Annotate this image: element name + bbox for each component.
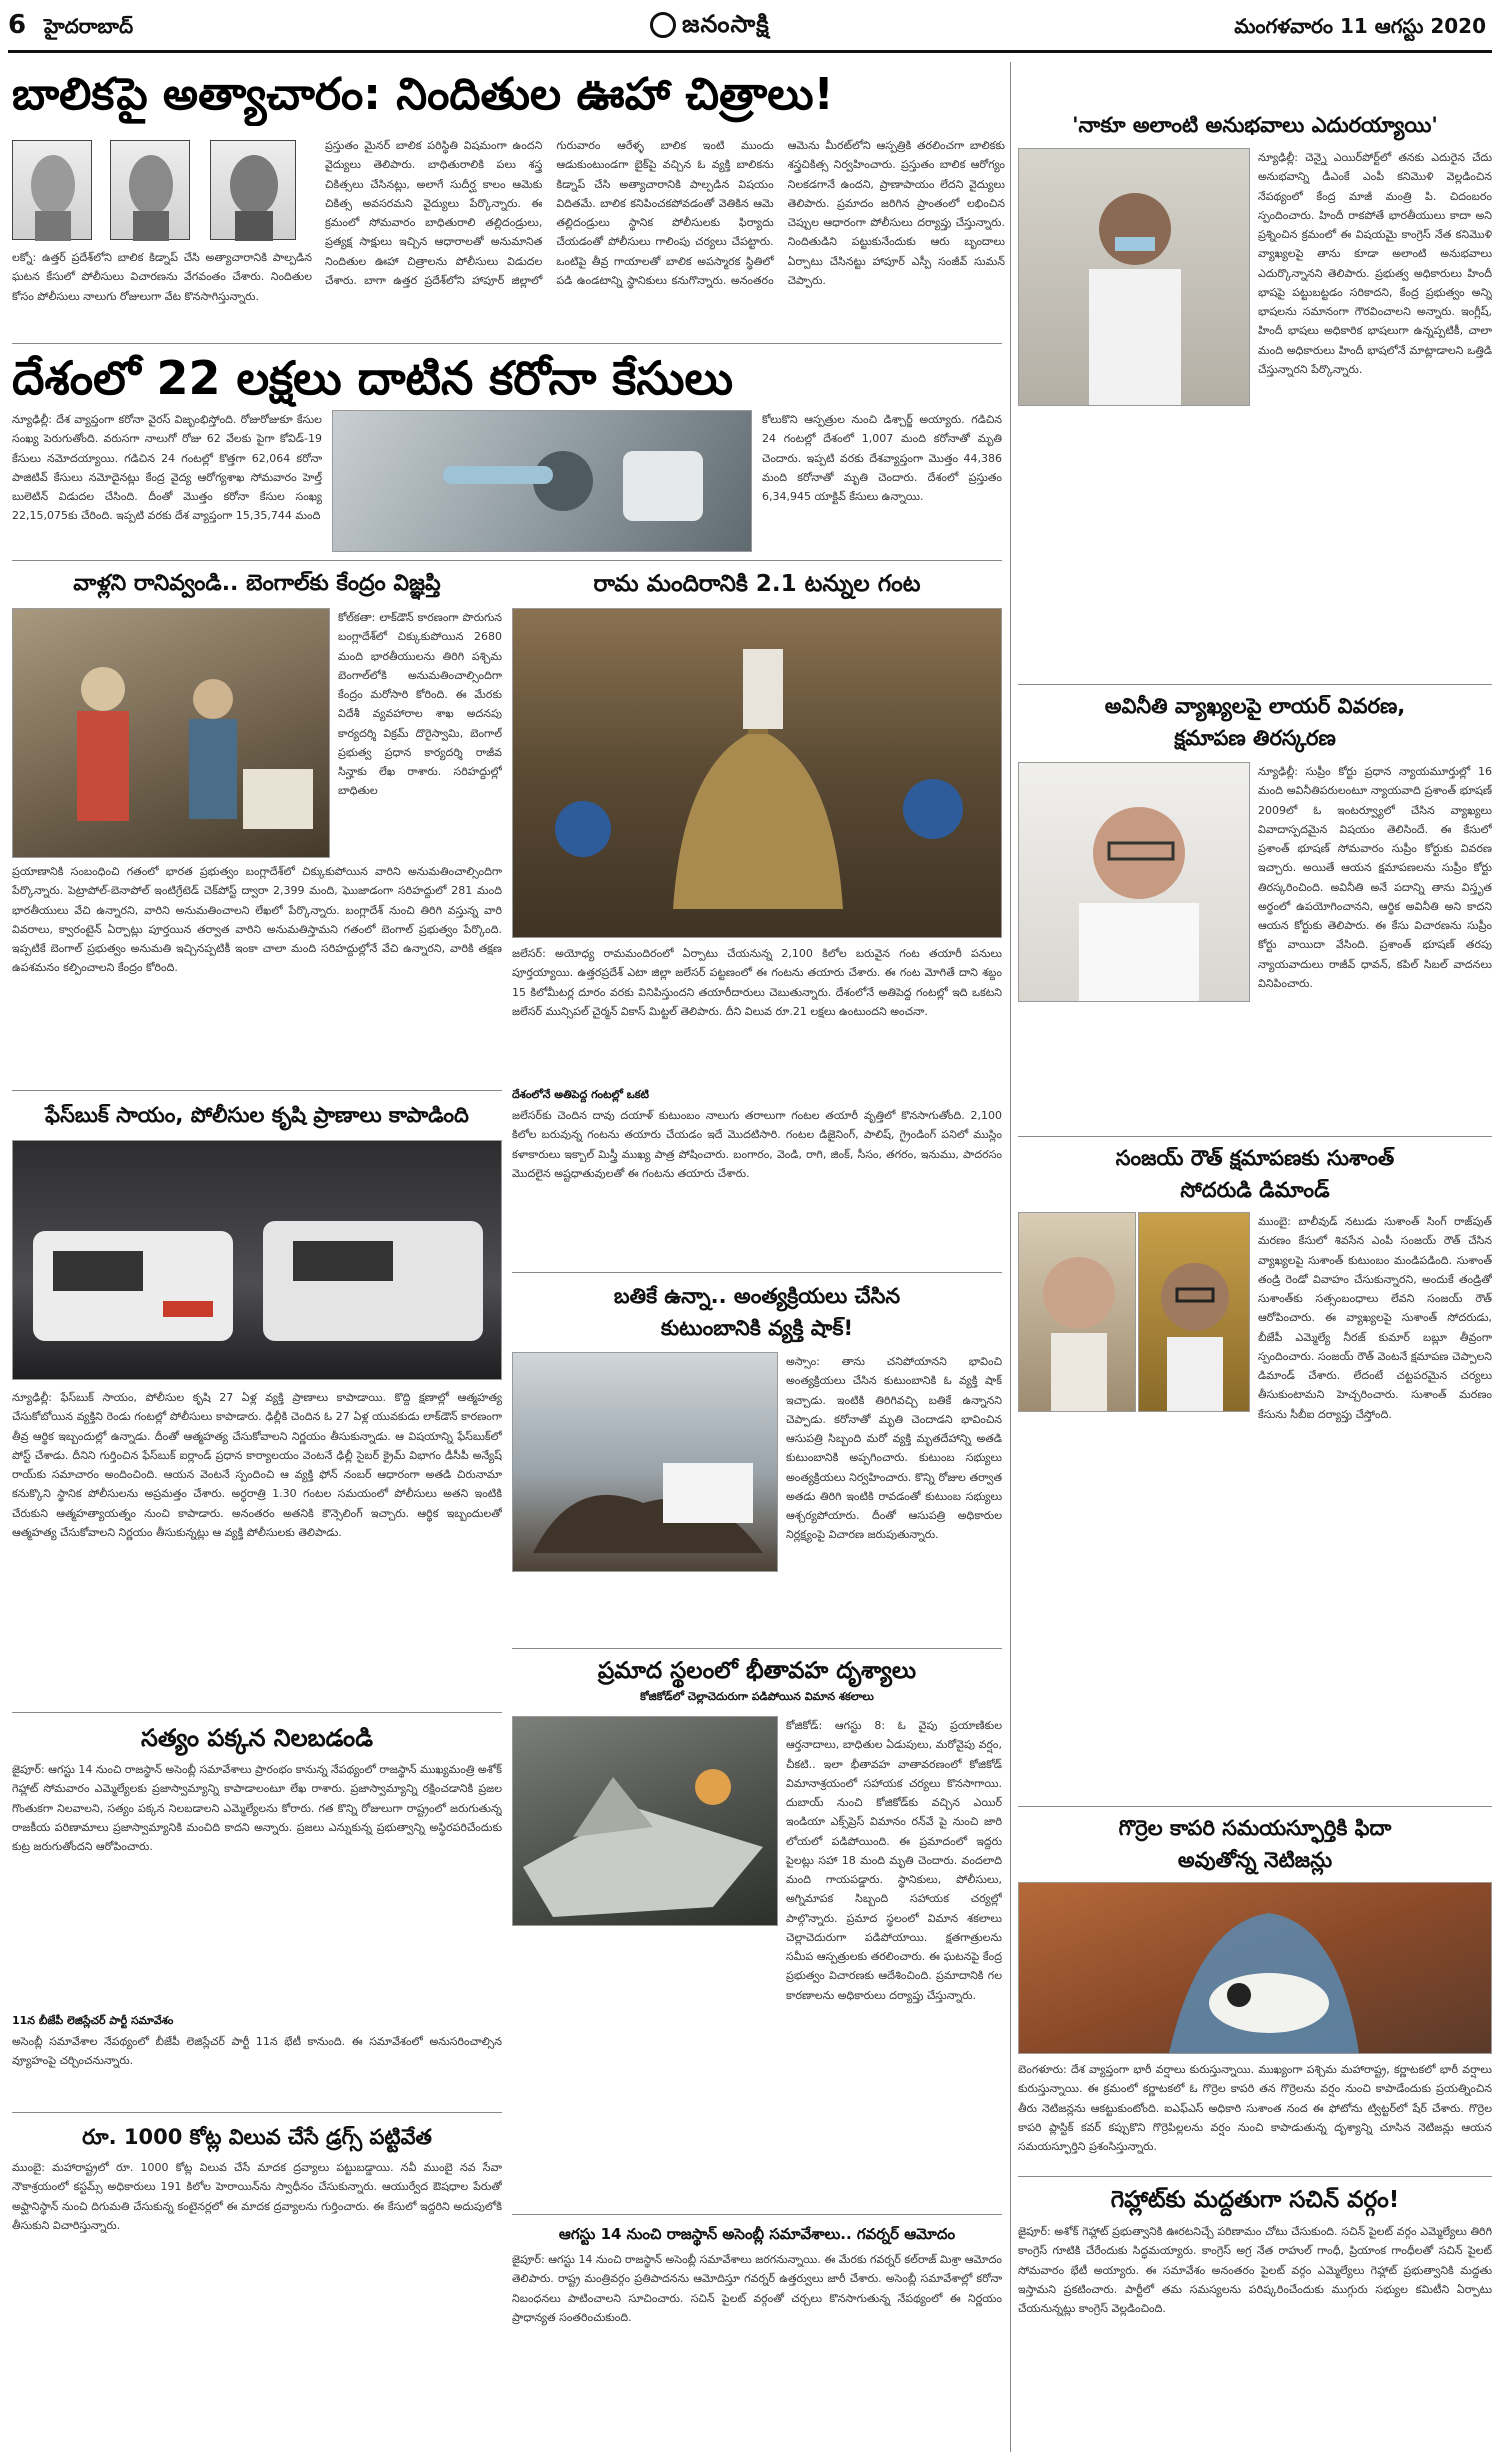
plane-crash-photo [512, 1716, 778, 1926]
masthead [0, 0, 1500, 54]
sanjay-raut-photo [1138, 1212, 1250, 1412]
divider [1018, 2176, 1492, 2177]
issue-date: మంగళవారం 11 ఆగస్టు 2020 [1234, 14, 1486, 38]
girl-assault-intro: లక్నో: ఉత్తర్ ప్రదేశ్‌లోని బాలిక కిడ్నాప్ చేసి అత్యాచారానికి పాల్పడిన ఘటన కేసులో పోలీసులు విచారణను వేగవంతం చేశారు. నిందితుల కోసం పోలీసులు నాలుగు రోజులుగా వేట కొనసాగిస్తున్నారు. [12, 251, 312, 303]
headline-accident: ప్రమాద స్థలంలో భీతావహ దృశ్యాలు [597, 1658, 917, 1684]
truth-body: జైపూర్: ఆగస్టు 14 నుంచి రాజస్థాన్ అసెంబ్లీ సమావేశాలు ప్రారంభం కానున్న నేపథ్యంలో రాజస్థాన్ ముఖ్యమంత్రి అశోక్ గెహ్లాట్ సోమవారం ఎమ్మెల్యేలకు ప్రజాస్వామ్యాన్ని కాపాడాలంటూ లేఖ రాశారు. ప్రజాస్వామ్యాన్ని రక్షించడానికి ప్రజల గొంతుకగా నిలవాలని, సత్యం పక్కన నిలబడాలని ఎమ్మెల్యేలను కోరారు. గత కొన్ని రోజులుగా రాష్ట్రంలో జరుగుతున్న రాజకీయ పరిణామాలు ప్రజాస్వామ్యానికి మంచిది కాదని అన్నారు. ప్రజలు ఎన్నుకున్న ప్రభుత్వాన్ని అస్థిరపరిచేందుకు కుట్ర జరుగుతోందని ఆరోపించారు. [12, 1763, 502, 1853]
headline-girl-assault: బాలికపై అత్యాచారం: నిందితుల ఊహా చిత్రాలు! [12, 69, 834, 120]
wreckage-icon [513, 1717, 778, 1926]
headline-shepherd-line1: గొర్రెల కాపరి సమయస్ఫూర్తికి ఫిదా [1118, 1816, 1392, 1840]
sushant-photo [1018, 1212, 1136, 1412]
column-divider [1010, 62, 1011, 2452]
headline-truth: సత్యం పక్కన నిలబడండి [141, 1724, 373, 1752]
headline-chidambaram: 'నాకూ అలాంటి అనుభవాలు ఎదురయ్యాయి' [1072, 113, 1438, 137]
swab-test-icon [333, 411, 752, 552]
divider [512, 1648, 1002, 1649]
suspect-sketch-1 [12, 140, 92, 240]
headline-sushant-line2: సోదరుడి డిమాండ్ [1180, 1178, 1330, 1202]
headline-drugs: రూ. 1000 కోట్ల విలువ చేసే డ్రగ్స్ పట్టివేత [82, 2125, 432, 2149]
bell-icon [513, 609, 1002, 938]
actor-portrait-icon [1019, 1213, 1136, 1412]
ram-temple-subhead: దేశంలోనే అతిపెద్ద గంటల్లో ఒకటి [512, 1088, 649, 1101]
headline-ram-temple: రామ మందిరానికి 2.1 టన్నుల గంట [593, 571, 921, 597]
page-number: 6 [8, 10, 27, 40]
divider [1018, 1136, 1492, 1137]
divider [12, 1090, 502, 1091]
divider [12, 1712, 502, 1713]
tent-icon [513, 1353, 778, 1572]
city-name: హైదరాబాద్ [44, 14, 134, 38]
shepherd-lamb-icon [1019, 1883, 1492, 2054]
headline-lawyer-line2: క్షమాపణ తిరస్కరణ [1174, 726, 1336, 750]
suspect-sketch-3 [210, 140, 296, 240]
accident-subhead: కోజికోడ్‌లో చెల్లాచెదురుగా పడిపోయిన విమాన శకలాలు [640, 1690, 874, 1703]
temple-bell-photo [512, 608, 1002, 938]
shock-body: అస్సాం: తాను చనిపోయానని భావించి అంత్యక్రియలు చేసిన కుటుంబానికి ఓ వ్యక్తి షాక్ ఇచ్చాడు. ఇంటికి తిరిగివచ్చి బతికే ఉన్నానని చెప్పాడు. కరోనాతో మృతి చెందాడని భావించిన ఆసుపత్రి సిబ్బంది మరో వ్యక్తి మృతదేహాన్ని అతడి కుటుంబానికి అప్పగించారు. కుటుంబ సభ్యులు అంత్యక్రియలు నిర్వహించారు. కొన్ని రోజుల తర్వాత అతడు తిరిగి ఇంటికి రావడంతో కుటుంబ సభ్యులు ఆశ్చర్యపోయారు. దీంతో ఆసుపత్రి అధికారుల నిర్లక్ష్యంపై విచారణ జరుపుతున్నారు. [786, 1355, 1002, 1542]
sushant-body: ముంబై: బాలీవుడ్ నటుడు సుశాంత్ సింగ్ రాజ్‌పుత్ మరణం కేసులో శివసేన ఎంపీ సంజయ్ రౌత్ చేసిన వ్యాఖ్యలపై సుశాంత్ కుటుంబం మండిపడింది. సుశాంత్ తండ్రి రెండో వివాహం చేసుకున్నారని, అందుకే తండ్రితో సుశాంత్‌కు సత్సంబంధాలు లేవని సంజయ్ రౌత్ ఆరోపించారు. ఈ వ్యాఖ్యలపై సుశాంత్ సోదరుడు, బీజేపీ ఎమ్మెల్యే నీరజ్ కుమార్ బబ్లూ తీవ్రంగా స్పందించారు. సంజయ్ రౌత్ వెంటనే క్షమాపణ చెప్పాలని డిమాండ్ చేశారు. లేదంటే చట్టపరమైన చర్యలు తీసుకుంటామని హెచ్చరించారు. సుశాంత్ మరణం కేసును సీబీఐ దర్యాప్తు చేస్తోంది. [1258, 1215, 1492, 1421]
corona-test-photo [332, 410, 752, 552]
police-vehicles-photo [12, 1140, 502, 1380]
divider [512, 2214, 1002, 2215]
headline-shepherd-line2: అవుతోన్న నెటిజన్లు [1177, 1848, 1333, 1872]
divider [512, 1272, 1002, 1273]
sachin-body: జైపూర్: అశోక్ గెహ్లాట్ ప్రభుత్వానికి ఊరటనిచ్చే పరిణామం చోటు చేసుకుంది. సచిన్ పైలట్ వర్గం ఎమ్మెల్యేలు తిరిగి కాంగ్రెస్ గూటికి చేరేందుకు సిద్ధమయ్యారు. కాంగ్రెస్ అగ్ర నేత రాహుల్ గాంధీ, ప్రియాంక గాంధీలతో సచిన్ పైలట్ సోమవారం భేటీ అయ్యారు. ఈ సమావేశం అనంతరం పైలట్ వర్గం ఎమ్మెల్యేలు గెహ్లాట్ ప్రభుత్వానికి మద్దతు ఇస్తామని ప్రకటించారు. పార్టీలో తమ సమస్యలను పరిష్కరించేందుకు ముగ్గురు సభ్యుల కమిటీని ఏర్పాటు చేయనున్నట్లు కాంగ్రెస్ వెల్లడించింది. [1018, 2225, 1492, 2315]
lawyer-body: న్యూఢిల్లీ: సుప్రీం కోర్టు ప్రధాన న్యాయమూర్తుల్లో 16 మంది అవినీతిపరులంటూ న్యాయవాది ప్రశాంత్ భూషణ్ 2009లో ఓ ఇంటర్వ్యూలో చేసిన వ్యాఖ్యలు వివాదాస్పదమైన విషయం తెలిసిందే. ఈ కేసులో ప్రశాంత్ భూషణ్ సోమవారం సుప్రీం కోర్టుకు వివరణ ఇచ్చారు. అయితే ఆయన క్షమాపణలను సుప్రీం కోర్టు తిరస్కరించింది. అవినీతి అనే పదాన్ని తాను విస్తృత అర్థంలో ఉపయోగించానని, ఆర్థిక అవినీతి అని కాదని ఆయన కోర్టుకు తెలిపారు. ఈ కేసు విచారణను సుప్రీం కోర్టు వాయిదా వేసింది. ప్రశాంత్ భూషణ్ తరపు న్యాయవాదులు రాజీవ్ ధావన్, కపిల్ సిబల్ వాదనలు వినిపించారు. [1258, 765, 1492, 990]
headline-sachin: గెహ్లాట్‌కు మద్దతుగా సచిన్ వర్గం! [1110, 2187, 1400, 2213]
bengal-body-side: కోల్‌కతా: లాక్‌డౌన్ కారణంగా పొరుగున బంగ్లాదేశ్‌లో చిక్కుకుపోయిన 2680 మంది భారతీయులను తిరిగి పశ్చిమ బెంగాల్‌లోకి అనుమతించాల్సిందిగా కేంద్రం మరోసారి కోరింది. ఈ మేరకు విదేశీ వ్యవహారాల శాఖ అదనపు కార్యదర్శి విక్రమ్ దొరైస్వామి, బెంగాల్ ప్రభుత్వ ప్రధాన కార్యదర్శి రాజీవ సిన్హాకు లేఖ రాశారు. సరిహద్దుల్లో బాధితుల [338, 611, 502, 798]
shepherd-photo [1018, 1882, 1492, 2054]
accident-body: కోజికోడ్: ఆగస్టు 8: ఓ వైపు ప్రయాణికుల ఆర్తనాదాలు, బాధితుల ఏడుపులు, మరోవైపు వర్షం, చీకటి.. ఇలా భీతావహ వాతావరణంలో కోజికోడ్ విమానాశ్రయంలో సహాయక చర్యలు కొనసాగాయి. దుబాయ్ నుంచి కోజికోడ్‌కు వచ్చిన ఎయిర్ ఇండియా ఎక్స్‌ప్రెస్ విమానం రన్‌వే పై నుంచి జారి లోయలో పడిపోయింది. ఈ ప్రమాదంలో ఇద్దరు పైలట్లు సహా 18 మంది మృతి చెందారు. వందలాది మంది గాయపడ్డారు. స్థానికులు, పోలీసులు, అగ్నిమాపక సిబ్బంది సహాయక చర్యల్లో పాల్గొన్నారు. ప్రమాద స్థలంలో విమాన శకలాలు చెల్లాచెదురుగా పడిపోయాయి. క్షతగాత్రులను సమీప ఆస్పత్రులకు తరలించారు. ఈ ఘటనపై కేంద్ర ప్రభుత్వం విచారణకు ఆదేశించింది. ప్రమాదానికి గల కారణాలను అధికారులు దర్యాప్తు చేస్తున్నారు. [786, 1719, 1002, 2002]
suspect-face-icon [111, 141, 191, 241]
bengal-migrants-photo [12, 608, 330, 858]
truth-subhead: 11న బీజేపీ లెజిస్లేచర్ పార్టీ సమావేశం [12, 2014, 174, 2027]
governor-body: జైపూర్: ఆగస్టు 14 నుంచి రాజస్థాన్ అసెంబ్లీ సమావేశాలు జరగనున్నాయి. ఈ మేరకు గవర్నర్ కల్‌రాజ్ మిశ్రా ఆమోదం తెలిపారు. రాష్ట్ర మంత్రివర్గం ప్రతిపాదనను ఆమోదిస్తూ గవర్నర్ ఉత్తర్వులు జారీ చేశారు. అసెంబ్లీ సమావేశాల్లో కరోనా నిబంధనలు పాటించాలని సూచించారు. సచిన్ పైలట్ వర్గంతో చర్చలు కొనసాగుతున్న నేపథ్యంలో ఈ నిర్ణయం ప్రాధాన్యత సంతరించుకుంది. [512, 2253, 1002, 2324]
suspect-sketch-2 [110, 140, 190, 240]
paper-logo [650, 10, 770, 44]
cremation-site-photo [512, 1352, 778, 1572]
suspect-face-icon [13, 141, 93, 241]
headline-bengal: వాళ్లని రానివ్వండి.. బెంగాల్‌కు కేంద్రం విజ్ఞప్తి [73, 571, 441, 596]
divider [1018, 1806, 1492, 1807]
bengal-body: ప్రయాణానికి సంబంధించి గతంలో భారత ప్రభుత్వం బంగ్లాదేశ్‌లో చిక్కుకుపోయిన వారిని అనుమతించాల్సిందిగా పేర్కొన్నారు. పెట్రాపోల్-బెనాపోల్ ఇంటిగ్రేటెడ్ చెక్‌పోస్ట్ ద్వారా 2,399 మంది, ఘొజాడంగా సరిహద్దులో 281 మంది భారతీయులు వేచి ఉన్నారని, వారిని అనుమతించాలని లేఖలో పేర్కొన్నారు. బంగ్లాదేశ్ నుంచి తిరిగి వస్తున్న వారి వివరాలు, క్వారంటైన్ ఏర్పాట్లు పూర్తయిన తర్వాత వారిని అనుమతిస్తామని గతంలో బెంగాల్ ప్రభుత్వం పేర్కొంది. ఇప్పటికే బెంగాల్ ప్రభుత్వం అనుమతి ఇచ్చినప్పటికీ ఇంకా చాలా మంది సరిహద్దుల్లోనే వేచి ఉన్నారని, వారికి తక్షణ ఉపశమనం కల్పించాలని కేంద్రం కోరింది. [12, 865, 502, 975]
chidambaram-photo [1018, 148, 1250, 406]
lawyer-photo [1018, 762, 1250, 1002]
girl-assault-body: ప్రస్తుతం మైనర్ బాలిక పరిస్థితి విషమంగా ఉందని వైద్యులు తెలిపారు. బాధితురాలికి పలు శస్త్ర చికిత్సలు చేసినట్లు, అలాగే సుదీర్ఘ కాలం ఆమెకు చికిత్స అవసరమని వైద్యులు పేర్కొన్నారు. ఈ క్రమంలో సోమవారం బాధితురాలి తల్లిదండ్రులు, ప్రత్యక్ష సాక్షులు ఇచ్చిన ఆధారాలతో అనుమానిత నిందితుల ఊహా చిత్రాలను పోలీసులు విడుదల చేశారు. బాగా ఉత్తర ప్రదేశ్‌లోని హాపూర్ జిల్లాలో గురువారం ఆరేళ్ళ బాలిక ఇంటి ముందు ఆడుకుంటుండగా బైక్‌పై వచ్చిన ఓ వ్యక్తి బాలికను కిడ్నాప్ చేసి అత్యాచారానికి పాల్పడిన విషయం విదితమే. బాలిక కనిపించకపోవడంతో వెతికిన ఆమె తల్లిదండ్రులు స్థానిక పోలీసులకు ఫిర్యాదు చేయడంతో పోలీసులు గాలింపు చర్యలు చేపట్టారు. ఒంటిపై తీవ్ర గాయాలతో బాలిక అపస్మారక స్థితిలో పడి ఉండటాన్ని స్థానికులు కనుగొన్నారు. అనంతరం ఆమెను మీరట్‌లోని ఆస్పత్రికి తరలించగా బాలికకు శస్త్రచికిత్స నిర్వహించారు. ప్రస్తుతం బాలిక ఆరోగ్యం నిలకడగానే ఉందని, ప్రాణాపాయం లేదని వైద్యులు తెలిపారు. ప్రమాదం జరిగిన ప్రాంతంలో లభించిన చెప్పుల ఆధారంగా పోలీసులు దర్యాప్తు చేస్తున్నారు. నిందితుడిని పట్టుకునేందుకు ఆరు బృందాలు ఏర్పాటు చేసినట్టు హాపూర్ ఎస్పీ సంజీవ్ సుమన్ చెప్పారు. [325, 139, 1005, 287]
headline-facebook: ఫేస్‌బుక్ సాయం, పోలీసుల కృషి ప్రాణాలు కాపాడింది [45, 1103, 469, 1127]
lawyer-portrait-icon [1019, 763, 1250, 1002]
divider [12, 343, 1002, 344]
headline-shock-line1: బతికే ఉన్నా.. అంత్యక్రియలు చేసిన [613, 1284, 901, 1308]
truth-body-2: అసెంబ్లీ సమావేశాల నేపథ్యంలో బీజేపీ లెజిస్లేచర్ పార్టీ 11న భేటీ కానుంది. ఈ సమావేశంలో అనుసరించాల్సిన వ్యూహంపై చర్చించనున్నారు. [12, 2035, 502, 2068]
chidambaram-body: న్యూఢిల్లీ: చెన్నై ఎయిర్‌పోర్ట్‌లో తనకు ఎదురైన చేదు అనుభవాన్ని డీఎంకే ఎంపీ కనిమొళి వెల్లడించిన నేపథ్యంలో కేంద్ర మాజీ మంత్రి పి. చిదంబరం స్పందించారు. హిందీ రాకపోతే భారతీయులు కాదా అని ప్రశ్నించిన క్రమంలో ఈ విషయమై కాంగ్రెస్ నేత కనిమొళి వ్యాఖ్యలపై తాను కూడా అలాంటి అనుభవాలు ఎదుర్కొన్నానని తెలిపారు. ప్రభుత్వ అధికారులు హిందీ భాషపై పట్టుబట్టడం సరికాదని, కేంద్ర ప్రభుత్వం అన్ని భాషలను సమానంగా గౌరవించాలని అన్నారు. ఇంగ్లీష్, హిందీ భాషలు అధికారిక భాషలుగా ఉన్నప్పటికీ, చాలా మంది అధికారులు హిందీ భాషలోనే మాట్లాడాలని ఒత్తిడి చేస్తున్నారని పేర్కొన్నారు. [1258, 151, 1492, 376]
headline-lawyer-line1: అవినీతి వ్యాఖ్యలపై లాయర్ వివరణ, [1104, 694, 1406, 718]
shepherd-body: బెంగళూరు: దేశ వ్యాప్తంగా భారీ వర్షాలు కురుస్తున్నాయి. ముఖ్యంగా పశ్చిమ మహారాష్ట్ర, కర్ణాటకలో భారీ వర్షాలు కురుస్తున్నాయి. ఈ క్రమంలో కర్ణాటకలో ఓ గొర్రెల కాపరి తన గొర్రెలను వర్షం నుంచి కాపాడేందుకు ప్రయత్నించిన తీరు నెటిజన్లను ఆకట్టుకుంటోంది. ఐఎఫ్‌ఎస్ అధికారి సుశాంత నంద ఈ ఫోటోను ట్విట్టర్‌లో షేర్ చేశారు. గొర్రెల కాపరి ప్లాస్టిక్ కవర్ కప్పుకొని గొర్రెపిల్లలను వర్షం నుంచి కాపాడుతున్న దృశ్యాన్ని చూసిన నెటిజన్లు ఆయన సమయస్ఫూర్తిని ప్రశంసిస్తున్నారు. [1018, 2063, 1492, 2153]
divider [12, 560, 1002, 561]
corona-body-right: కోలుకొని ఆస్పత్రుల నుంచి డిశ్చార్జ్ అయ్యారు. గడిచిన 24 గంటల్లో దేశంలో 1,007 మంది కరోనాతో మృతి చెందారు. ఇప్పటి వరకు దేశవ్యాప్తంగా మొత్తం 44,386 మంది కరోనాతో మృతి చెందారు. దేశంలో ప్రస్తుతం 6,34,945 యాక్టివ్ కేసులు ఉన్నాయి. [762, 413, 1002, 503]
paper-name: జనంసాక్షి [682, 10, 770, 38]
divider [1018, 684, 1492, 685]
suspect-face-icon [211, 141, 297, 241]
logo-emblem-icon [650, 12, 676, 38]
masthead-rule [8, 50, 1492, 53]
divider [12, 2112, 502, 2113]
headline-corona: దేశంలో 22 లక్షలు దాటిన కరోనా కేసులు [12, 351, 734, 405]
headline-sushant-line1: సంజయ్ రౌత్ క్షమాపణకు సుశాంత్ [1115, 1146, 1395, 1170]
corona-body-left: న్యూఢిల్లీ: దేశ వ్యాప్తంగా కరోనా వైరస్ విజృంభిస్తోంది. రోజురోజుకూ కేసుల సంఖ్య పెరుగుతోంది. వరుసగా నాలుగో రోజు 62 వేలకు పైగా కోవిడ్-19 కేసులు నమోదయ్యాయి. గడిచిన 24 గంటల్లో కొత్తగా 62,064 కరోనా పాజిటివ్ కేసులు నమోదైనట్లు కేంద్ర వైద్య ఆరోగ్యశాఖ సోమవారం హెల్త్ బులెటిన్ విడుదల చేసింది. దీంతో మొత్తం కరోనా కేసుల సంఖ్య 22,15,075కు చేరింది. ఇప్పటి వరకు దేశ వ్యాప్తంగా 15,35,744 మంది [12, 413, 322, 523]
facebook-body: న్యూఢిల్లీ: ఫేస్‌బుక్ సాయం, పోలీసుల కృషి 27 ఏళ్ల వ్యక్తి ప్రాణాలు కాపాడాయి. కొద్ది క్షణాల్లో ఆత్మహత్య చేసుకోబోయిన వ్యక్తిని రెండు గంటల్లో పోలీసులు కాపాడారు. ఢిల్లీకి చెందిన ఓ 27 ఏళ్ల యువకుడు లాక్‌డౌన్ కారణంగా తీవ్ర ఆర్థిక ఇబ్బందుల్లో ఉన్నాడు. దీంతో ఆత్మహత్య చేసుకోవాలని నిర్ణయం తీసుకున్నాడు. ఆ విషయాన్ని ఫేస్‌బుక్‌లో పోస్ట్ చేశాడు. దీనిని గుర్తించిన ఫేస్‌బుక్ ఐర్లాండ్ ప్రధాన కార్యాలయం వెంటనే ఢిల్లీ సైబర్ క్రైమ్ విభాగం డీసీపీ అన్యేష్ రాయ్‌కు సమాచారం అందించింది. ఆయన వెంటనే స్పందించి ఆ వ్యక్తి ఫోన్ నంబర్ ఆధారంగా అతడి చిరునామా కనుక్కొని స్థానిక పోలీసులను అప్రమత్తం చేశారు. అర్ధరాత్రి 1.30 గంటల సమయంలో పోలీసులు అతని ఇంటికి చేరుకుని ఆత్మహత్యాయత్నం నుంచి కాపాడారు. అనంతరం అతనికి కౌన్సెలింగ్ ఇచ్చారు. ఆర్థిక ఇబ్బందులతో ఆత్మహత్య చేసుకోవాలని నిర్ణయం తీసుకున్నట్లు ఆ వ్యక్తి పోలీసులకు తెలిపాడు. [12, 1391, 502, 1539]
police-car-icon [13, 1141, 502, 1380]
ram-temple-body: జలేసర్: అయోధ్య రామమందిరంలో ఏర్పాటు చేయనున్న 2,100 కిలోల బరువైన గంట తయారీ పనులు పూర్తయ్యాయి. ఉత్తరప్రదేశ్ ఎటా జిల్లా జలేసర్ పట్టణంలో ఈ గంటను తయారు చేశారు. ఈ గంట మోగితే దాని శబ్దం 15 కిలోమీటర్ల దూరం వరకు వినిపిస్తుందని తయారీదారులు చెబుతున్నారు. దేశంలోనే అతిపెద్ద గంటల్లో ఇది ఒకటని జలేసర్ మున్సిపల్ చైర్మన్ వికాస్ మిట్టల్ తెలిపారు. దీని విలువ రూ.21 లక్షలు ఉంటుందని అంచనా. [512, 947, 1002, 1018]
ram-temple-body-2: జలేసర్‌కు చెందిన దావు దయాళ్ కుటుంబం నాలుగు తరాలుగా గంటల తయారీ వృత్తిలో కొనసాగుతోంది. 2,100 కిలోల బరువున్న గంటను తయారు చేయడం ఇదే మొదటిసారి. గంటల డిజైనింగ్, పాలిష్, గ్రైండింగ్ పనిలో ముస్లిం కళాకారులు ఇక్బాల్ మిస్త్రీ ముఖ్య పాత్ర పోషించారు. బంగారం, వెండి, రాగి, జింక్, సీసం, తగరం, ఇనుము, పాదరసం మొదలైన అష్టధాతువులతో ఈ గంటను తయారు చేశారు. [512, 1109, 1002, 1180]
migrant-people-icon [13, 609, 330, 858]
politician-portrait-icon [1019, 149, 1250, 406]
headline-governor: ఆగస్టు 14 నుంచి రాజస్థాన్ అసెంబ్లీ సమావేశాలు.. గవర్నర్ ఆమోదం [558, 2225, 956, 2243]
politician-portrait-icon [1139, 1213, 1250, 1412]
drugs-body: ముంబై: మహారాష్ట్రలో రూ. 1000 కోట్ల విలువ చేసే మాదక ద్రవ్యాలు పట్టుబడ్డాయి. నవీ ముంబై నవ సేవా నౌకాశ్రయంలో కస్టమ్స్ అధికారులు 191 కిలోల హెరాయిన్‌ను స్వాధీనం చేసుకున్నారు. ఆయుర్వేద ఔషధాల పేరుతో అఫ్ఘానిస్థాన్ నుంచి దిగుమతి చేసుకున్న కంటైనర్లలో ఈ మాదక ద్రవ్యాలను గుర్తించారు. ఈ కేసులో ఇద్దరిని అదుపులోకి తీసుకుని విచారిస్తున్నారు. [12, 2161, 502, 2232]
headline-shock-line2: కుటుంబానికి వ్యక్తి షాక్! [660, 1316, 854, 1340]
